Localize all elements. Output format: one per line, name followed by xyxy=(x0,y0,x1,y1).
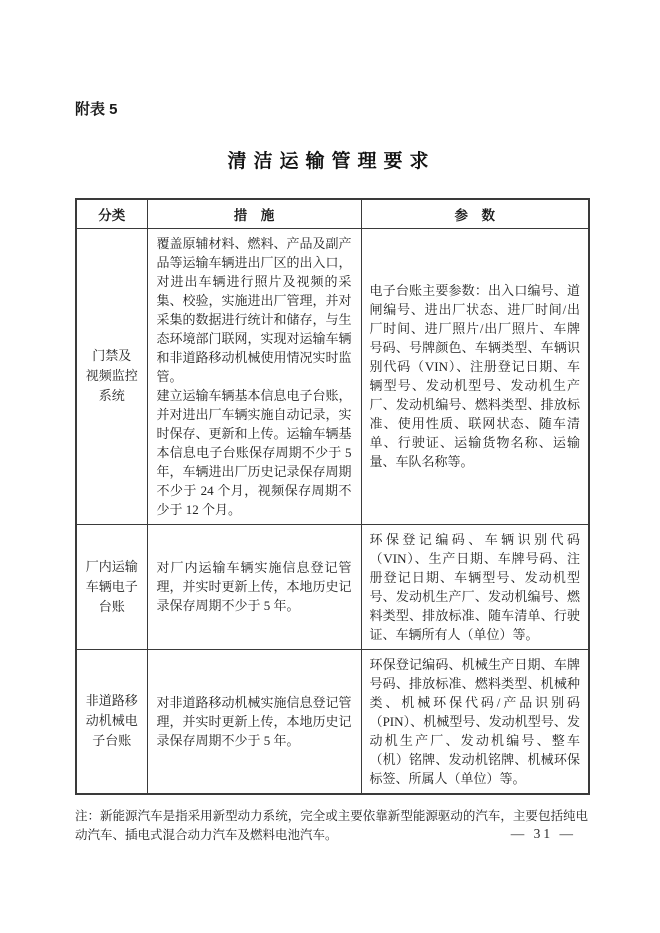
params-text: 环保登记编码、车辆识别代码（VIN）、生产日期、车牌号码、注册登记日期、车辆型号、发动机型号、发动机生产厂、发动机编号、燃料类型、排放标准、随车清单、行驶证、车辆所有人（单位）等。 xyxy=(369,531,580,642)
table-row-access-control xyxy=(76,228,589,524)
header-params: 参 数 xyxy=(361,199,589,228)
page-title: 清洁运输管理要求 xyxy=(227,151,436,172)
table-header xyxy=(76,199,589,228)
params-cell xyxy=(361,228,589,524)
category-cell xyxy=(76,524,147,649)
header-category: 分类 xyxy=(76,199,147,228)
category-line: 动机械电 xyxy=(85,713,138,728)
measure-paragraph: 对厂内运输车辆实施信息登记管理，并实时更新上传，本地历史记录保存周期不少于 5 年。 xyxy=(156,560,352,613)
category-cell xyxy=(76,649,147,794)
table-label: 附表 5 xyxy=(75,101,118,118)
requirements-table xyxy=(75,198,590,795)
category-line: 视频监控 xyxy=(85,368,138,383)
footnote: 注：新能源汽车是指采用新型动力系统，完全或主要依靠新型能源驱动的汽车，主要包括纯电动汽车、插电式混合动力汽车及燃料电池汽车。 xyxy=(75,808,588,842)
measure-paragraph: 对非道路移动机械实施信息登记管理，并实时更新上传，本地历史记录保存周期不少于 5 年。 xyxy=(156,694,352,748)
category-line: 子台账 xyxy=(92,733,132,748)
category-line: 厂内运输 xyxy=(85,558,138,574)
category-line: 非道路移 xyxy=(85,693,138,708)
category-line: 台账 xyxy=(98,598,125,614)
category-line: 系统 xyxy=(98,388,125,403)
category-line: 门禁及 xyxy=(92,348,132,363)
measure-paragraph: 覆盖原辅材料、燃料、产品及副产品等运输车辆进出厂区的出入口，对进出车辆进行照片及视频的采集、校验，实施进出厂管理，并对采集的数据进行统计和储存，与生态环境部门联网，实现对运输车辆和非道路移动机械使用情况实时监管。 xyxy=(156,235,352,384)
header-measures: 措 施 xyxy=(147,199,361,228)
category-line: 车辆电子 xyxy=(85,578,138,594)
page-number: — 31 — xyxy=(510,826,576,841)
measures-cell xyxy=(147,228,361,524)
params-text: 环保登记编码、机械生产日期、车牌号码、排放标准、燃料类型、机械种类、机械环保代码/产品识别码（PIN）、机械型号、发动机型号、发动机生产厂、发动机编号、整车（机）铭牌、发动机铭牌、机械环保标签、所属人（单位）等。 xyxy=(369,656,580,786)
measures-cell xyxy=(147,524,361,649)
table-row-factory-vehicle-ledger xyxy=(76,524,589,649)
table-row-nonroad-machinery-ledger xyxy=(76,649,589,794)
measures-cell xyxy=(147,649,361,794)
params-cell xyxy=(361,649,589,794)
measure-paragraph: 建立运输车辆基本信息电子台账，并对进出厂车辆实施自动记录，实时保存、更新和上传。运输车辆基本信息电子台账保存周期不少于 5 年，车辆进出厂历史记录保存周期不少于 24 个月，视频保存周期不少于 12 个月。 xyxy=(156,387,352,517)
category-cell xyxy=(76,228,147,524)
params-text: 电子台账主要参数：出入口编号、道闸编号、进出厂状态、进厂时间/出厂时间、进厂照片/出厂照片、车牌号码、号牌颜色、车辆类型、车辆识别代码（VIN）、注册登记日期、车辆型号、发动机型号、发动机生产厂、发动机编号、燃料类型、排放标准、使用性质、联网状态、随车清单、行驶证、运输货物名称、运输量、车队名称等。 xyxy=(369,283,580,469)
params-cell xyxy=(361,524,589,649)
